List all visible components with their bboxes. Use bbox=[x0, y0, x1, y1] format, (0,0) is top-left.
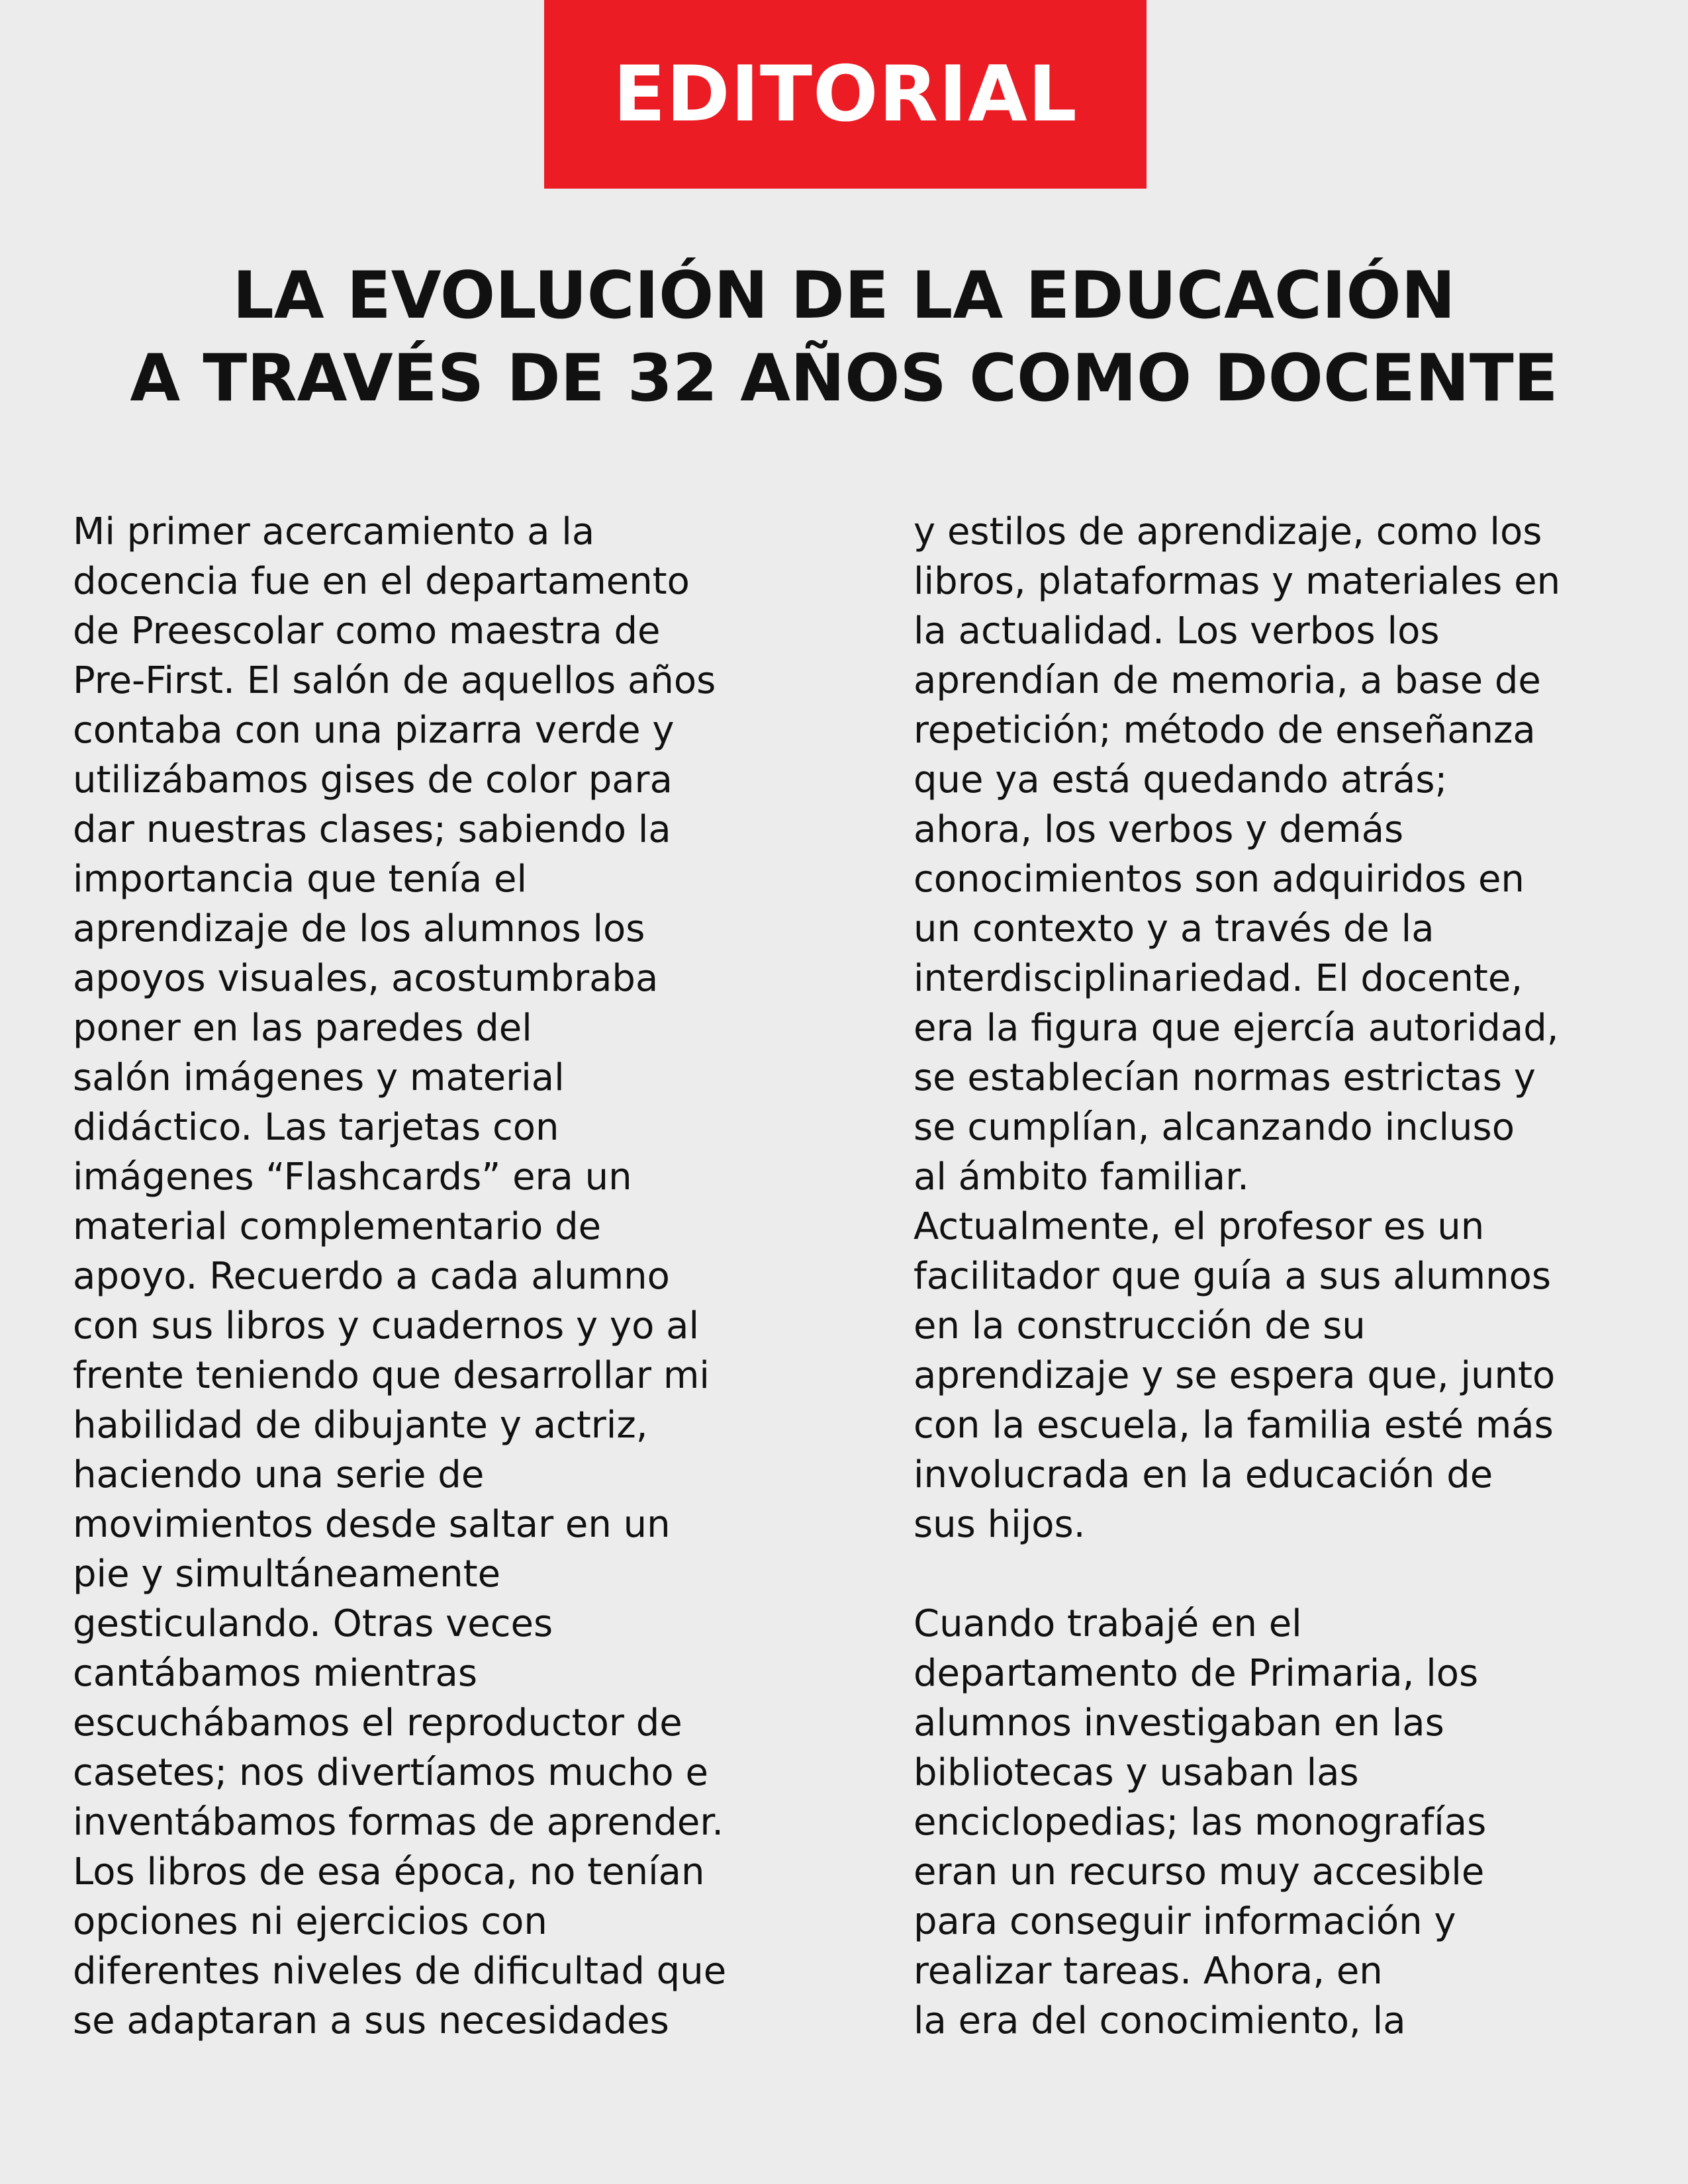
text-line: sus hijos. bbox=[914, 1503, 1086, 1546]
text-line: cantábamos mientras bbox=[73, 1652, 478, 1695]
headline-line: LA EVOLUCIÓN DE LA EDUCACIÓN bbox=[232, 258, 1456, 334]
text-line: Cuando trabajé en el bbox=[914, 1602, 1302, 1645]
text-line: imágenes “Flashcards” era un bbox=[73, 1156, 632, 1199]
text-line: docencia fue en el departamento bbox=[73, 560, 690, 603]
text-line: enciclopedias; las monografías bbox=[914, 1801, 1487, 1844]
text-line: movimientos desde saltar en un bbox=[73, 1503, 671, 1546]
text-line: interdisciplinariedad. El docente, bbox=[914, 957, 1523, 1000]
text-line: Actualmente, el profesor es un bbox=[914, 1205, 1485, 1248]
text-line: aprendían de memoria, a base de bbox=[914, 659, 1541, 702]
text-line: diferentes niveles de dificultad que bbox=[73, 1950, 727, 1993]
text-line bbox=[914, 1549, 1668, 1599]
text-line: frente teniendo que desarrollar mi bbox=[73, 1354, 710, 1397]
editorial-label: EDITORIAL bbox=[613, 49, 1078, 139]
text-line: pie y simultáneamente bbox=[73, 1553, 501, 1596]
text-line: salón imágenes y material bbox=[73, 1056, 565, 1099]
article-column-left bbox=[73, 507, 841, 2046]
text-line: al ámbito familiar. bbox=[914, 1156, 1249, 1199]
text-line: se establecían normas estrictas y bbox=[914, 1056, 1536, 1099]
text-line: Mi primer acercamiento a la bbox=[73, 510, 595, 553]
text-line: se adaptaran a sus necesidades bbox=[73, 1999, 669, 2042]
text-line: opciones ni ejercicios con bbox=[73, 1900, 547, 1943]
text-line: material complementario de bbox=[73, 1205, 602, 1248]
article-column-right bbox=[914, 507, 1668, 2046]
text-line: Los libros de esa época, no tenían bbox=[73, 1850, 705, 1893]
text-line: gesticulando. Otras veces bbox=[73, 1602, 553, 1645]
text-line: escuchábamos el reproductor de bbox=[73, 1702, 682, 1745]
text-line: habilidad de dibujante y actriz, bbox=[73, 1404, 648, 1447]
text-line: apoyos visuales, acostumbraba bbox=[73, 957, 659, 1000]
text-line: libros, plataformas y materiales en bbox=[914, 560, 1561, 603]
text-line: utilizábamos gises de color para bbox=[73, 758, 673, 801]
text-line: inventábamos formas de aprender. bbox=[73, 1801, 724, 1844]
text-line: importancia que tenía el bbox=[73, 858, 528, 901]
text-line: dar nuestras clases; sabiendo la bbox=[73, 808, 671, 851]
text-line: se cumplían, alcanzando incluso bbox=[914, 1106, 1515, 1149]
text-line: conocimientos son adquiridos en bbox=[914, 858, 1524, 901]
text-line: facilitador que guía a sus alumnos bbox=[914, 1255, 1552, 1298]
text-line: casetes; nos divertíamos mucho e bbox=[73, 1751, 708, 1794]
text-line: didáctico. Las tarjetas con bbox=[73, 1106, 559, 1149]
text-line: con la escuela, la familia esté más bbox=[914, 1404, 1554, 1447]
text-line: eran un recurso muy accesible bbox=[914, 1850, 1485, 1893]
text-line: que ya está quedando atrás; bbox=[914, 758, 1448, 801]
text-line: y estilos de aprendizaje, como los bbox=[914, 510, 1542, 553]
text-line: ahora, los verbos y demás bbox=[914, 808, 1404, 851]
text-line: para conseguir información y bbox=[914, 1900, 1456, 1943]
text-line: poner en las paredes del bbox=[73, 1007, 532, 1050]
text-line: contaba con una pizarra verde y bbox=[73, 709, 675, 752]
text-line: aprendizaje de los alumnos los bbox=[73, 907, 645, 950]
text-line: Pre-First. El salón de aquellos años bbox=[73, 659, 716, 702]
article-headline bbox=[0, 255, 1688, 420]
text-line: con sus libros y cuadernos y yo al bbox=[73, 1304, 700, 1347]
text-line: haciendo una serie de bbox=[73, 1453, 485, 1496]
text-line: alumnos investigaban en las bbox=[914, 1702, 1444, 1745]
text-line: realizar tareas. Ahora, en bbox=[914, 1950, 1383, 1993]
text-line: en la construcción de su bbox=[914, 1304, 1366, 1347]
text-line: departamento de Primaria, los bbox=[914, 1652, 1479, 1695]
editorial-banner bbox=[544, 0, 1147, 189]
text-line: era la figura que ejercía autoridad, bbox=[914, 1007, 1559, 1050]
text-line: aprendizaje y se espera que, junto bbox=[914, 1354, 1556, 1397]
text-line: bibliotecas y usaban las bbox=[914, 1751, 1359, 1794]
text-line: la actualidad. Los verbos los bbox=[914, 610, 1440, 653]
text-line: de Preescolar como maestra de bbox=[73, 610, 661, 653]
text-line: repetición; método de enseñanza bbox=[914, 709, 1536, 752]
text-line: involucrada en la educación de bbox=[914, 1453, 1493, 1496]
text-line: apoyo. Recuerdo a cada alumno bbox=[73, 1255, 670, 1298]
text-line: un contexto y a través de la bbox=[914, 907, 1434, 950]
headline-line: A TRAVÉS DE 32 AÑOS COMO DOCENTE bbox=[130, 341, 1558, 416]
text-line: la era del conocimiento, la bbox=[914, 1999, 1406, 2042]
